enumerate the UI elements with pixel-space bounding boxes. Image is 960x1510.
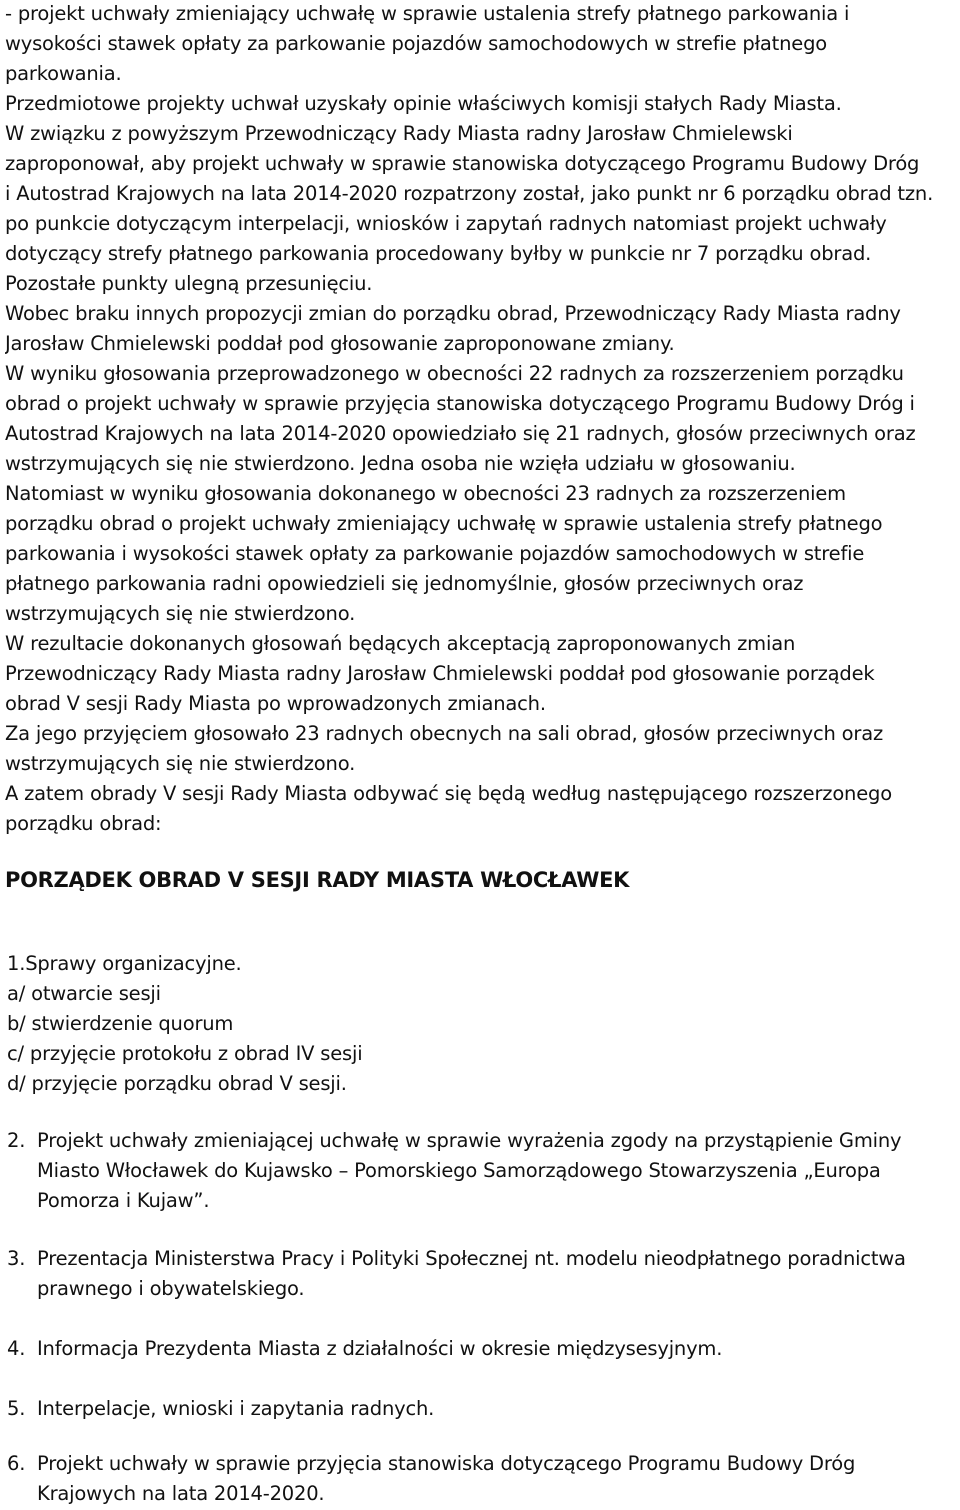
body-line: Jarosław Chmielewski poddał pod głosowanie zaproponowane zmiany.: [5, 332, 675, 355]
body-line: porządku obrad:: [5, 812, 162, 835]
agenda-heading: PORZĄDEK OBRAD V SESJI RADY MIASTA WŁOCŁAWEK: [5, 868, 630, 892]
agenda-subitem: d/ przyjęcie porządku obrad V sesji.: [7, 1072, 347, 1095]
agenda-item-text: Informacja Prezydenta Miasta z działalności w okresie międzysesyjnym.: [37, 1337, 723, 1360]
body-line: zaproponował, aby projekt uchwały w sprawie stanowiska dotyczącego Programu Budowy Dróg: [5, 152, 920, 175]
agenda-item-number: 5.: [7, 1397, 26, 1420]
body-line: W związku z powyższym Przewodniczący Rady Miasta radny Jarosław Chmielewski: [5, 122, 793, 145]
agenda-item-text: Projekt uchwały zmieniającej uchwałę w sprawie wyrażenia zgody na przystąpienie Gminy: [37, 1129, 902, 1152]
body-line: W wyniku głosowania przeprowadzonego w obecności 22 radnych za rozszerzeniem porządku: [5, 362, 904, 385]
body-line: - projekt uchwały zmieniający uchwałę w sprawie ustalenia strefy płatnego parkowania i: [5, 2, 850, 25]
body-line: Pozostałe punkty ulegną przesunięciu.: [5, 272, 373, 295]
body-line: Natomiast w wyniku głosowania dokonanego w obecności 23 radnych za rozszerzeniem: [5, 482, 846, 505]
agenda-item-text: Interpelacje, wnioski i zapytania radnych.: [37, 1397, 435, 1420]
body-line: obrad o projekt uchwały w sprawie przyjęcia stanowiska dotyczącego Programu Budowy Dróg i: [5, 392, 915, 415]
agenda-subitem: a/ otwarcie sesji: [7, 982, 161, 1005]
body-line: Wobec braku innych propozycji zmian do porządku obrad, Przewodniczący Rady Miasta radny: [5, 302, 901, 325]
body-line: parkowania i wysokości stawek opłaty za parkowanie pojazdów samochodowych w strefie: [5, 542, 865, 565]
body-line: wstrzymujących się nie stwierdzono.: [5, 602, 356, 625]
body-line: wysokości stawek opłaty za parkowanie pojazdów samochodowych w strefie płatnego: [5, 32, 827, 55]
body-line: po punkcie dotyczącym interpelacji, wniosków i zapytań radnych natomiast projekt uchwały: [5, 212, 887, 235]
body-line: i Autostrad Krajowych na lata 2014-2020 rozpatrzony został, jako punkt nr 6 porządku obrad tzn.: [5, 182, 934, 205]
agenda-item-title: 1.Sprawy organizacyjne.: [7, 952, 242, 975]
body-line: wstrzymujących się nie stwierdzono.: [5, 752, 356, 775]
body-line: A zatem obrady V sesji Rady Miasta odbywać się będą według następującego rozszerzonego: [5, 782, 892, 805]
body-line: Przedmiotowe projekty uchwał uzyskały opinie właściwych komisji stałych Rady Miasta.: [5, 92, 842, 115]
body-line: porządku obrad o projekt uchwały zmieniający uchwałę w sprawie ustalenia strefy płatnego: [5, 512, 883, 535]
agenda-item-text: prawnego i obywatelskiego.: [37, 1277, 305, 1300]
agenda-item-number: 2.: [7, 1129, 26, 1152]
body-line: W rezultacie dokonanych głosowań będących akceptacją zaproponowanych zmian: [5, 632, 796, 655]
body-line: wstrzymujących się nie stwierdzono. Jedna osoba nie wzięła udziału w głosowaniu.: [5, 452, 796, 475]
agenda-item-number: 4.: [7, 1337, 26, 1360]
body-line: parkowania.: [5, 62, 122, 85]
agenda-item-text: Pomorza i Kujaw”.: [37, 1189, 210, 1212]
agenda-item-text: Prezentacja Ministerstwa Pracy i Polityki Społecznej nt. modelu nieodpłatnego poradnictwa: [37, 1247, 906, 1270]
agenda-item-text: Projekt uchwały w sprawie przyjęcia stanowiska dotyczącego Programu Budowy Dróg: [37, 1452, 856, 1475]
agenda-item-number: 6.: [7, 1452, 26, 1475]
agenda-item-text: Krajowych na lata 2014-2020.: [37, 1482, 325, 1505]
body-line: dotyczący strefy płatnego parkowania procedowany byłby w punkcie nr 7 porządku obrad.: [5, 242, 872, 265]
body-line: Autostrad Krajowych na lata 2014-2020 opowiedziało się 21 radnych, głosów przeciwnych oraz: [5, 422, 916, 445]
body-line: Za jego przyjęciem głosowało 23 radnych obecnych na sali obrad, głosów przeciwnych oraz: [5, 722, 884, 745]
agenda-item-number: 3.: [7, 1247, 26, 1270]
body-line: płatnego parkowania radni opowiedzieli się jednomyślnie, głosów przeciwnych oraz: [5, 572, 804, 595]
body-line: obrad V sesji Rady Miasta po wprowadzonych zmianach.: [5, 692, 546, 715]
body-line: Przewodniczący Rady Miasta radny Jarosław Chmielewski poddał pod głosowanie porządek: [5, 662, 875, 685]
agenda-subitem: c/ przyjęcie protokołu z obrad IV sesji: [7, 1042, 363, 1065]
agenda-subitem: b/ stwierdzenie quorum: [7, 1012, 234, 1035]
agenda-item-text: Miasto Włocławek do Kujawsko – Pomorskiego Samorządowego Stowarzyszenia „Europa: [37, 1159, 881, 1182]
